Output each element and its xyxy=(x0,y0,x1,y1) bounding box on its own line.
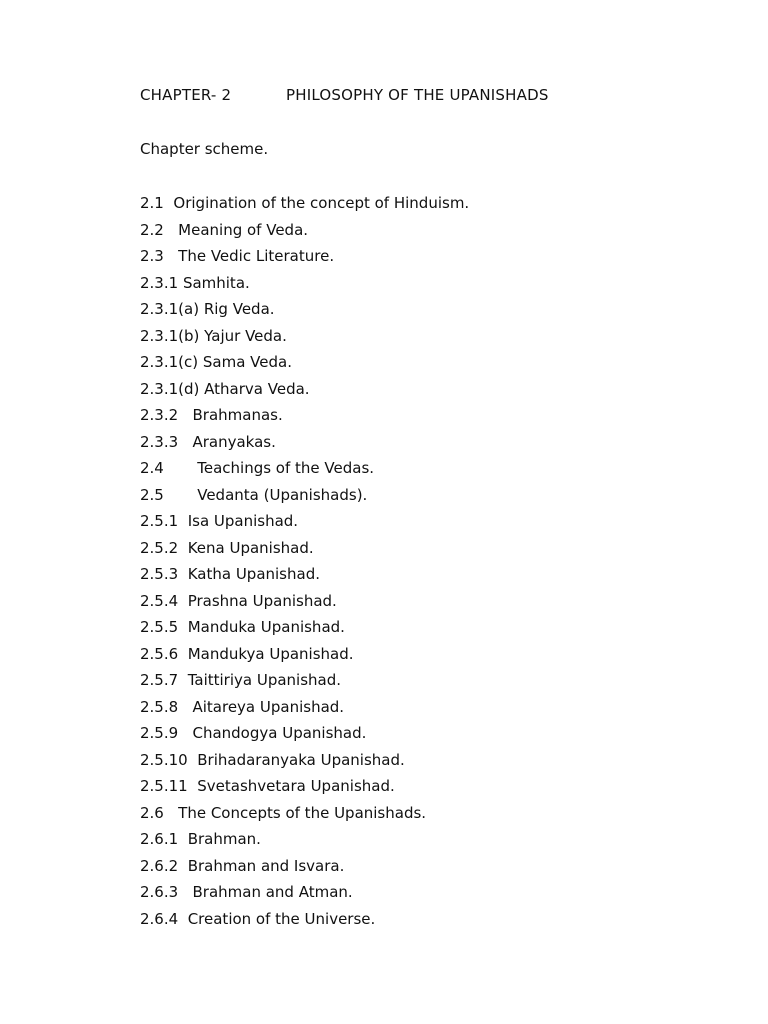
toc-item-text: Vedanta (Upanishads). xyxy=(197,485,368,504)
toc-item xyxy=(140,591,469,618)
toc-item xyxy=(140,220,469,247)
chapter-title: PHILOSOPHY OF THE UPANISHADS xyxy=(286,86,549,104)
toc-item xyxy=(140,829,469,856)
toc-item xyxy=(140,856,469,883)
toc-item-number: 2.6.2 xyxy=(140,856,188,875)
toc-item-number: 2.5.7 xyxy=(140,671,188,689)
toc-item-number: 2.4 xyxy=(140,459,198,477)
toc-item-number: 2.5.2 xyxy=(140,538,188,557)
toc-item-number: 2.6 xyxy=(140,803,179,822)
toc-item-text: Samhita. xyxy=(182,273,250,292)
toc-item-number: 2.5.10 xyxy=(140,750,198,769)
toc-item xyxy=(140,273,469,300)
toc-item xyxy=(140,405,469,432)
toc-item-number: 2.3.1(d) xyxy=(140,379,205,398)
toc-item-text: Atharva Veda. xyxy=(204,379,310,398)
toc-item-text: Kena Upanishad. xyxy=(187,538,314,557)
toc-item xyxy=(140,882,469,909)
toc-item xyxy=(140,511,469,538)
toc-item xyxy=(140,485,469,512)
toc-item-number: 2.2 xyxy=(140,220,179,239)
toc-item-number: 2.3.1(b) xyxy=(140,326,205,345)
toc-item-number: 2.3.1 xyxy=(140,273,183,292)
toc-item-text: Aranyakas. xyxy=(192,432,276,451)
toc-item-number: 2.5.11 xyxy=(140,777,198,795)
toc-item-text: Aitareya Upanishad. xyxy=(192,697,345,716)
toc-item xyxy=(140,617,469,644)
chapter-number: CHAPTER- 2 xyxy=(140,86,232,104)
toc-item xyxy=(140,326,469,353)
toc-item-text: Svetashvetara Upanishad. xyxy=(197,777,395,795)
toc-item-text: Manduka Upanishad. xyxy=(187,618,345,636)
toc-item-number: 2.6.4 xyxy=(140,909,188,928)
toc-item-text: Prashna Upanishad. xyxy=(187,591,337,610)
toc-item xyxy=(140,458,469,485)
toc-item-number: 2.5 xyxy=(140,485,198,504)
toc-item-text: Brahman and Isvara. xyxy=(187,856,345,875)
toc-item-number: 2.5.1 xyxy=(140,512,188,530)
toc-item-text: Brahman and Atman. xyxy=(192,883,353,901)
toc-item-number: 2.5.5 xyxy=(140,618,188,636)
toc-item xyxy=(140,432,469,459)
toc-item-text: Origination of the concept of Hinduism. xyxy=(173,194,470,212)
toc-item-number: 2.1 xyxy=(140,194,174,212)
toc-item xyxy=(140,909,469,936)
toc-item-number: 2.5.9 xyxy=(140,724,193,742)
toc-item xyxy=(140,750,469,777)
toc-item xyxy=(140,697,469,724)
toc-item xyxy=(140,352,469,379)
toc-item-number: 2.3.1(c) xyxy=(140,353,203,371)
toc-item-text: Isa Upanishad. xyxy=(187,512,299,530)
toc-item-number: 2.3.2 xyxy=(140,406,193,424)
toc-item-text: Sama Veda. xyxy=(202,353,292,371)
toc-item xyxy=(140,723,469,750)
toc-item-text: Brahman. xyxy=(187,830,261,848)
toc-item xyxy=(140,803,469,830)
toc-item-number: 2.6.1 xyxy=(140,830,188,848)
toc-item-number: 2.6.3 xyxy=(140,883,193,901)
toc-item-text: Brahmanas. xyxy=(192,406,283,424)
toc-item-number: 2.3.3 xyxy=(140,432,193,451)
toc-item-text: Yajur Veda. xyxy=(204,326,287,345)
toc-item xyxy=(140,379,469,406)
toc-item xyxy=(140,299,469,326)
toc-item-text: Creation of the Universe. xyxy=(187,909,376,928)
toc-item-number: 2.5.6 xyxy=(140,644,188,663)
toc-item-text: Chandogya Upanishad. xyxy=(192,724,367,742)
toc-item-text: Katha Upanishad. xyxy=(187,565,320,583)
chapter-scheme-label: Chapter scheme. xyxy=(140,140,269,158)
toc-item-number: 2.5.3 xyxy=(140,565,188,583)
toc-item-number: 2.5.8 xyxy=(140,697,193,716)
toc-item xyxy=(140,246,469,273)
toc-item-text: Mandukya Upanishad. xyxy=(187,644,354,663)
toc-item xyxy=(140,538,469,565)
toc-item-text: Rig Veda. xyxy=(203,300,275,318)
toc-item-number: 2.5.4 xyxy=(140,591,188,610)
toc-item-number: 2.3 xyxy=(140,247,179,265)
toc-item-text: The Concepts of the Upanishads. xyxy=(178,803,427,822)
toc-item-text: Brihadaranyaka Upanishad. xyxy=(197,750,405,769)
toc-item xyxy=(140,776,469,803)
toc-item-text: Teachings of the Vedas. xyxy=(197,459,375,477)
toc-item-text: Meaning of Veda. xyxy=(178,220,309,239)
toc-item xyxy=(140,564,469,591)
toc-item xyxy=(140,193,469,220)
toc-item-number: 2.3.1(a) xyxy=(140,300,204,318)
toc-item xyxy=(140,670,469,697)
toc-item-text: The Vedic Literature. xyxy=(178,247,335,265)
toc-item-text: Taittiriya Upanishad. xyxy=(187,671,342,689)
toc-item xyxy=(140,644,469,671)
table-of-contents xyxy=(140,193,469,935)
